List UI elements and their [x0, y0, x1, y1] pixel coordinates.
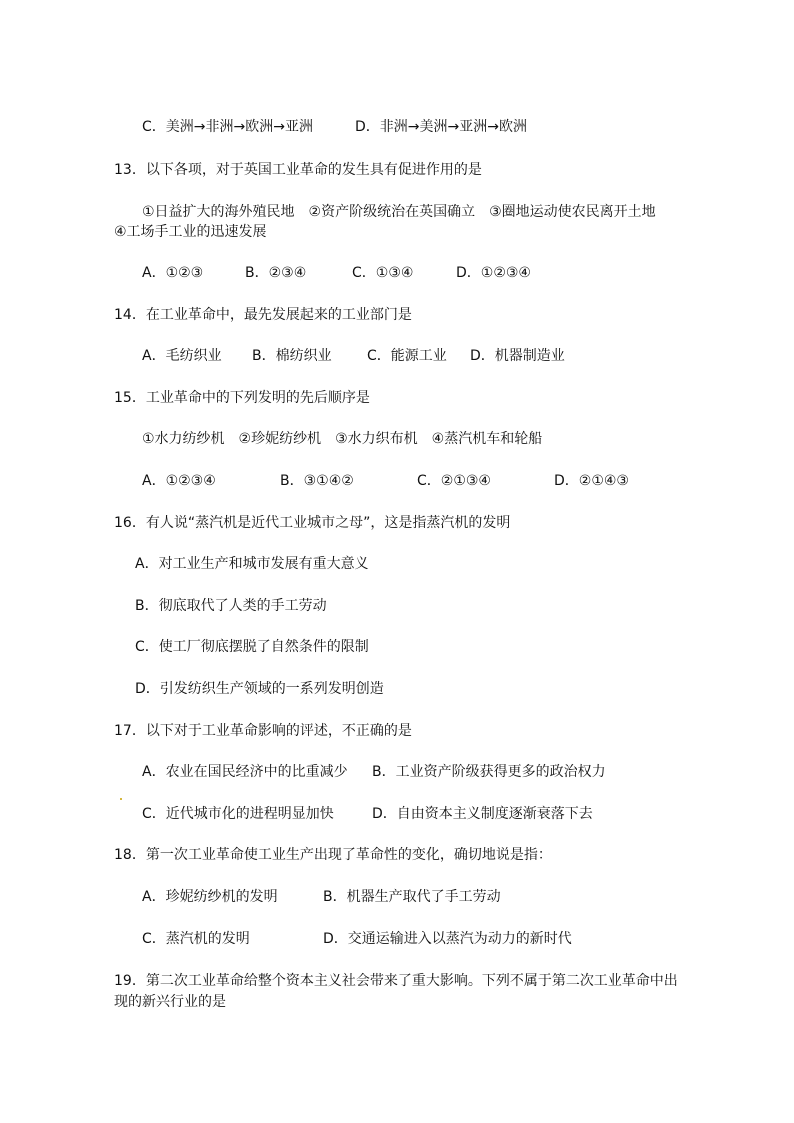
q13-option-d: D．①②③④: [456, 265, 531, 281]
q18-option-b: B．机器生产取代了手工劳动: [323, 889, 501, 905]
q13-items-line2: ④工场手工业的迅速发展: [114, 224, 267, 240]
q17-option-c: C．近代城市化的进程明显加快: [142, 806, 334, 822]
q16-option-d: D．引发纺织生产领域的一系列发明创造: [135, 681, 384, 697]
q13-option-c: C．①③④: [352, 265, 414, 281]
q18-option-c: C．蒸汽机的发明: [142, 931, 250, 947]
q19-stem-line2: 现的新兴行业的是: [114, 994, 226, 1010]
q16-stem: 16．有人说“蒸汽机是近代工业城市之母”，这是指蒸汽机的发明: [114, 515, 511, 531]
q13-items-line1: ①日益扩大的海外殖民地 ②资产阶级统治在英国确立 ③圈地运动使农民离开土地: [142, 204, 656, 220]
q17-option-a: A．农业在国民经济中的比重减少: [142, 764, 348, 780]
q14-option-d: D．机器制造业: [470, 348, 565, 364]
q14-option-a: A．毛纺织业: [142, 348, 222, 364]
stray-mark: [120, 798, 122, 800]
q14-stem: 14．在工业革命中，最先发展起来的工业部门是: [114, 307, 412, 323]
q14-option-c: C．能源工业: [367, 348, 447, 364]
q17-stem: 17．以下对于工业革命影响的评述，不正确的是: [114, 723, 412, 739]
q16-option-a: A．对工业生产和城市发展有重大意义: [135, 556, 369, 572]
q13-option-b: B．②③④: [245, 265, 307, 281]
q19-stem-line1: 19．第二次工业革命给整个资本主义社会带来了重大影响。下列不属于第二次工业革命中出: [114, 973, 678, 989]
q15-stem: 15．工业革命中的下列发明的先后顺序是: [114, 390, 370, 406]
q17-option-d: D．自由资本主义制度逐渐衰落下去: [372, 806, 593, 822]
q16-option-b: B．彻底取代了人类的手工劳动: [135, 598, 327, 614]
q12-option-c: C．美洲→非洲→欧洲→亚洲: [142, 119, 313, 135]
q15-items: ①水力纺纱机 ②珍妮纺纱机 ③水力织布机 ④蒸汽机车和轮船: [142, 431, 543, 447]
q17-option-b: B．工业资产阶级获得更多的政治权力: [372, 764, 606, 780]
q15-option-d: D．②①④③: [554, 473, 629, 489]
q13-option-a: A．①②③: [142, 265, 204, 281]
q15-option-b: B．③①④②: [280, 473, 354, 489]
q18-option-a: A．珍妮纺纱机的发明: [142, 889, 278, 905]
q15-option-a: A．①②③④: [142, 473, 216, 489]
q18-option-d: D．交通运输进入以蒸汽为动力的新时代: [323, 931, 572, 947]
q18-stem: 18．第一次工业革命使工业生产出现了革命性的变化，确切地说是指：: [114, 847, 552, 863]
q13-stem: 13．以下各项，对于英国工业革命的发生具有促进作用的是: [114, 162, 482, 178]
q12-option-d: D．非洲→美洲→亚洲→欧洲: [355, 119, 527, 135]
q15-option-c: C．②①③④: [417, 473, 491, 489]
q16-option-c: C．使工厂彻底摆脱了自然条件的限制: [135, 639, 369, 655]
q14-option-b: B．棉纺织业: [252, 348, 332, 364]
